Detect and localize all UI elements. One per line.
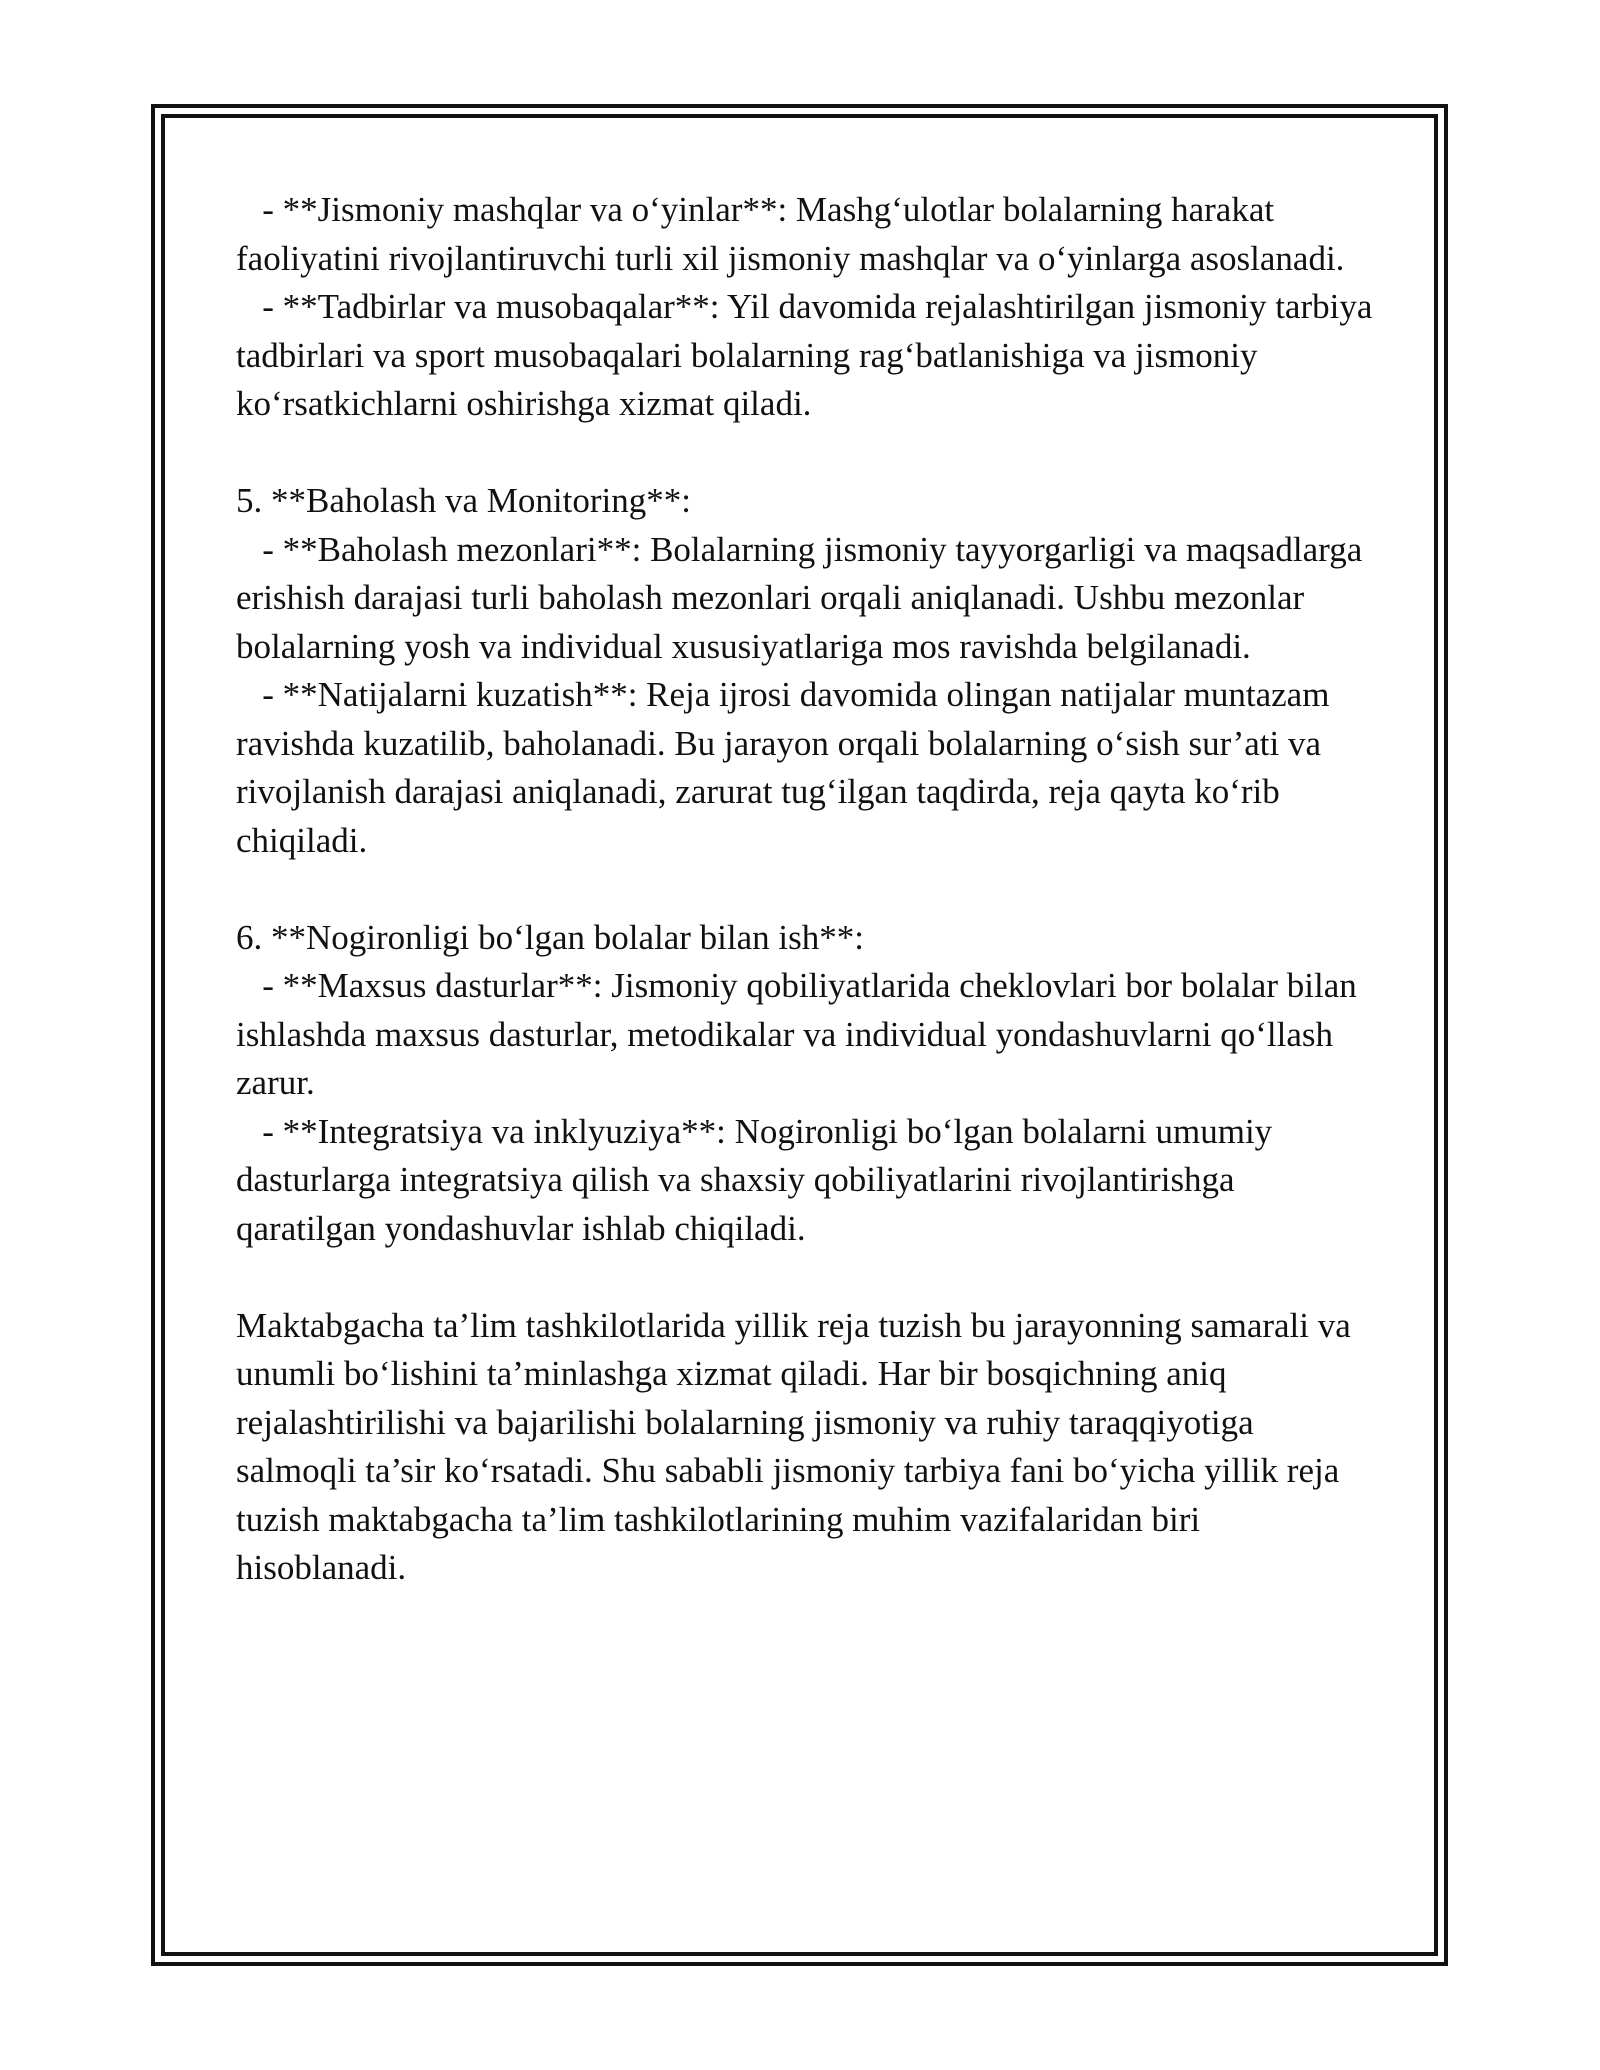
paragraph-spacer [236, 1253, 1376, 1302]
paragraph-baholash-mezonlari: - **Baholash mezonlari**: Bolalarning jismoniy tayyorgarligi va maqsadlarga erishish darajasi turli baholash mezonlari orqali aniqlanadi. Ushbu mezonlar bolalarning yosh va individual xususiyatlariga mos ravishda belgilanadi. [236, 529, 1371, 666]
paragraph-spacer [236, 865, 1376, 914]
section-heading-baholash: 5. **Baholash va Monitoring**: [236, 481, 691, 520]
paragraph-integratsiya: - **Integratsiya va inklyuziya**: Nogironligi bo‘lgan bolalarni umumiy dasturlarga integratsiya qilish va shaxsiy qobiliyatlarini rivojlantirishga qaratilgan yondashuvlar ishlab chiqiladi. [236, 1111, 1281, 1248]
paragraph-conclusion: Maktabgacha ta’lim tashkilotlarida yillik reja tuzish bu jarayonning samarali va unumli bo‘lishini ta’minlashga xizmat qiladi. Har bir bosqichning aniq rejalashtirilishi va bajarilishi bolalarning jismoniy va ruhiy taraqqiyotiga salmoqli ta’sir ko‘rsatadi. Shu sababli jismoniy tarbiya fani bo‘yicha yillik reja tuzish maktabgacha ta’lim tashkilotlarining muhim vazifalaridan biri hisoblanadi. [236, 1305, 1360, 1587]
paragraph-spacer [236, 429, 1376, 478]
paragraph-jismoniy-mashqlar: - **Jismoniy mashqlar va o‘yinlar**: Mashg‘ulotlar bolalarning harakat faoliyatini rivojlantiruvchi turli xil jismoniy mashqlar va o‘yinlarga asoslanadi. [236, 190, 1345, 278]
paragraph-tadbirlar: - **Tadbirlar va musobaqalar**: Yil davomida rejalashtirilgan jismoniy tarbiya tadbirlari va sport musobaqalari bolalarning rag‘batlanishiga va jismoniy ko‘rsatkichlarni oshirishga xizmat qiladi. [236, 287, 1382, 423]
section-heading-nogironligi: 6. **Nogironligi bo‘lgan bolalar bilan ish**: [236, 917, 864, 957]
paragraph-maxsus-dasturlar: - **Maxsus dasturlar**: Jismoniy qobiliyatlarida cheklovlari bor bolalar bilan ishlashda maxsus dasturlar, metodikalar va individual yondashuvlarni qo‘llash zarur. [236, 966, 1366, 1102]
document-body [236, 186, 1382, 1593]
paragraph-natijalarni-kuzatish: - **Natijalarni kuzatish**: Reja ijrosi davomida olingan natijalar muntazam ravishda kuzatilib, baholanadi. Bu jarayon orqali bolalarning o‘sish sur’ati va rivojlanish darajasi aniqlanadi, zarurat tug‘ilgan taqdirda, reja qayta ko‘rib chiqiladi. [236, 675, 1339, 860]
